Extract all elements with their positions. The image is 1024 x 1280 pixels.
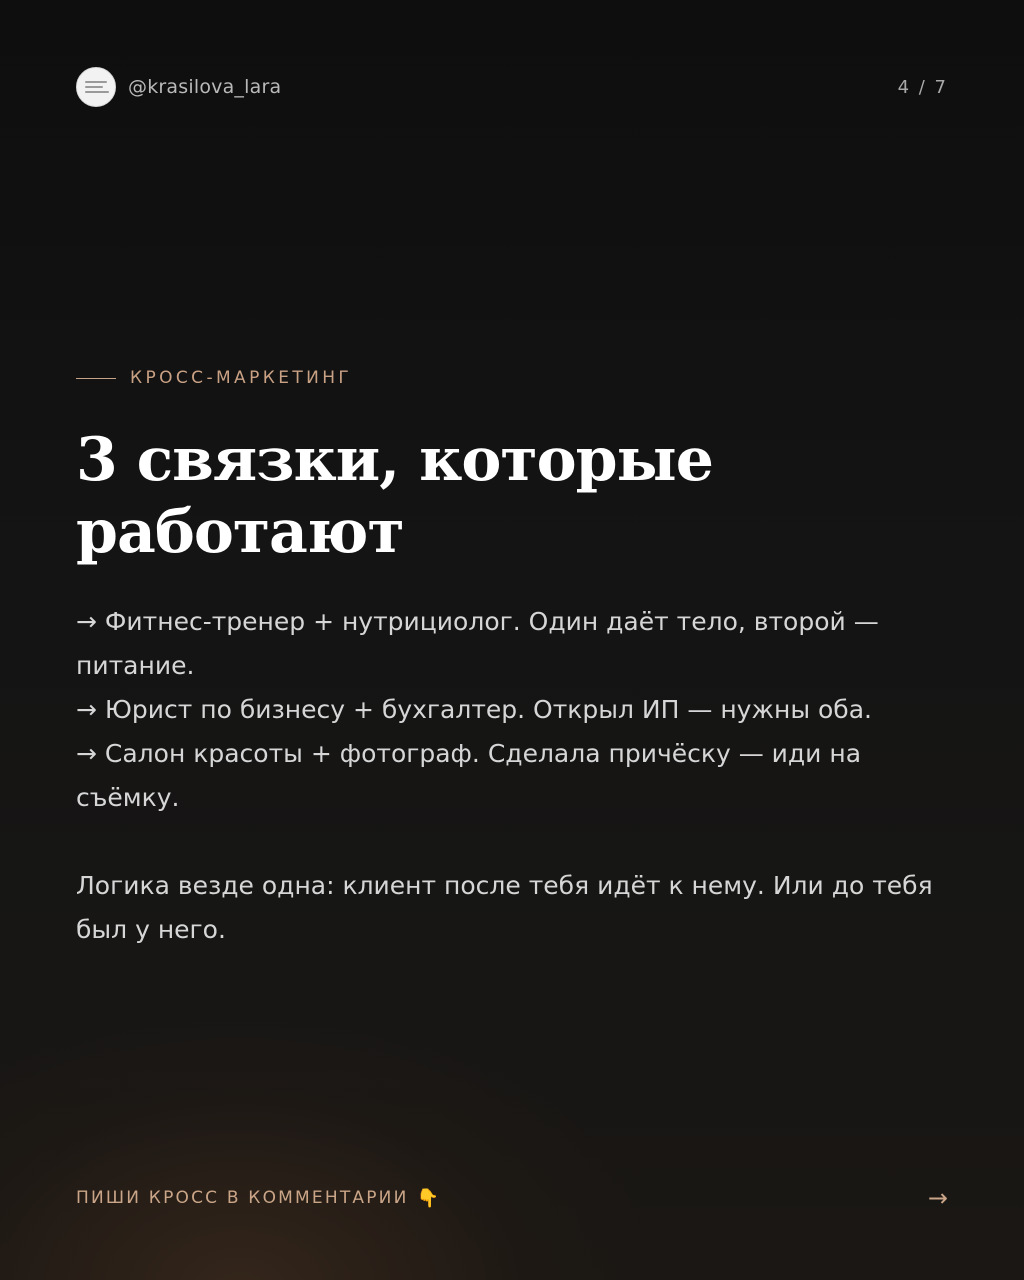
profile-handle[interactable]: @krasilova_lara bbox=[128, 76, 282, 98]
next-arrow-icon[interactable]: → bbox=[927, 1184, 948, 1212]
pointing-down-icon: 👇 bbox=[416, 1187, 439, 1209]
list-item: → Фитнес-тренер + нутрициолог. Один даёт тело, второй — питание. bbox=[76, 607, 879, 680]
avatar-line bbox=[85, 81, 107, 83]
avatar-line bbox=[85, 91, 109, 93]
title-line-1: 3 связки, которые bbox=[76, 425, 713, 495]
profile[interactable] bbox=[76, 67, 281, 107]
paragraph-spacer bbox=[76, 820, 948, 864]
cta-text: ПИШИ КРОСС В КОММЕНТАРИИ bbox=[76, 1188, 409, 1208]
avatar[interactable] bbox=[76, 67, 116, 107]
slide-title bbox=[76, 424, 956, 568]
slide-counter: 4 / 7 bbox=[897, 76, 948, 98]
category-tag bbox=[76, 368, 352, 388]
call-to-action bbox=[76, 1188, 439, 1209]
avatar-line bbox=[85, 86, 103, 88]
slide-header bbox=[76, 66, 948, 108]
list-item: → Салон красоты + фотограф. Сделала причёску — иди на съёмку. bbox=[76, 739, 862, 812]
slide-footer bbox=[76, 1182, 948, 1214]
title-line-2: работают bbox=[76, 497, 404, 567]
category-label: КРОСС-МАРКЕТИНГ bbox=[130, 368, 353, 388]
slide-body bbox=[76, 600, 948, 952]
conclusion-text: Логика везде одна: клиент после тебя идёт к нему. Или до тебя был у него. bbox=[76, 871, 933, 944]
category-divider bbox=[76, 378, 116, 379]
list-item: → Юрист по бизнесу + бухгалтер. Открыл ИП — нужны оба. bbox=[76, 695, 872, 724]
